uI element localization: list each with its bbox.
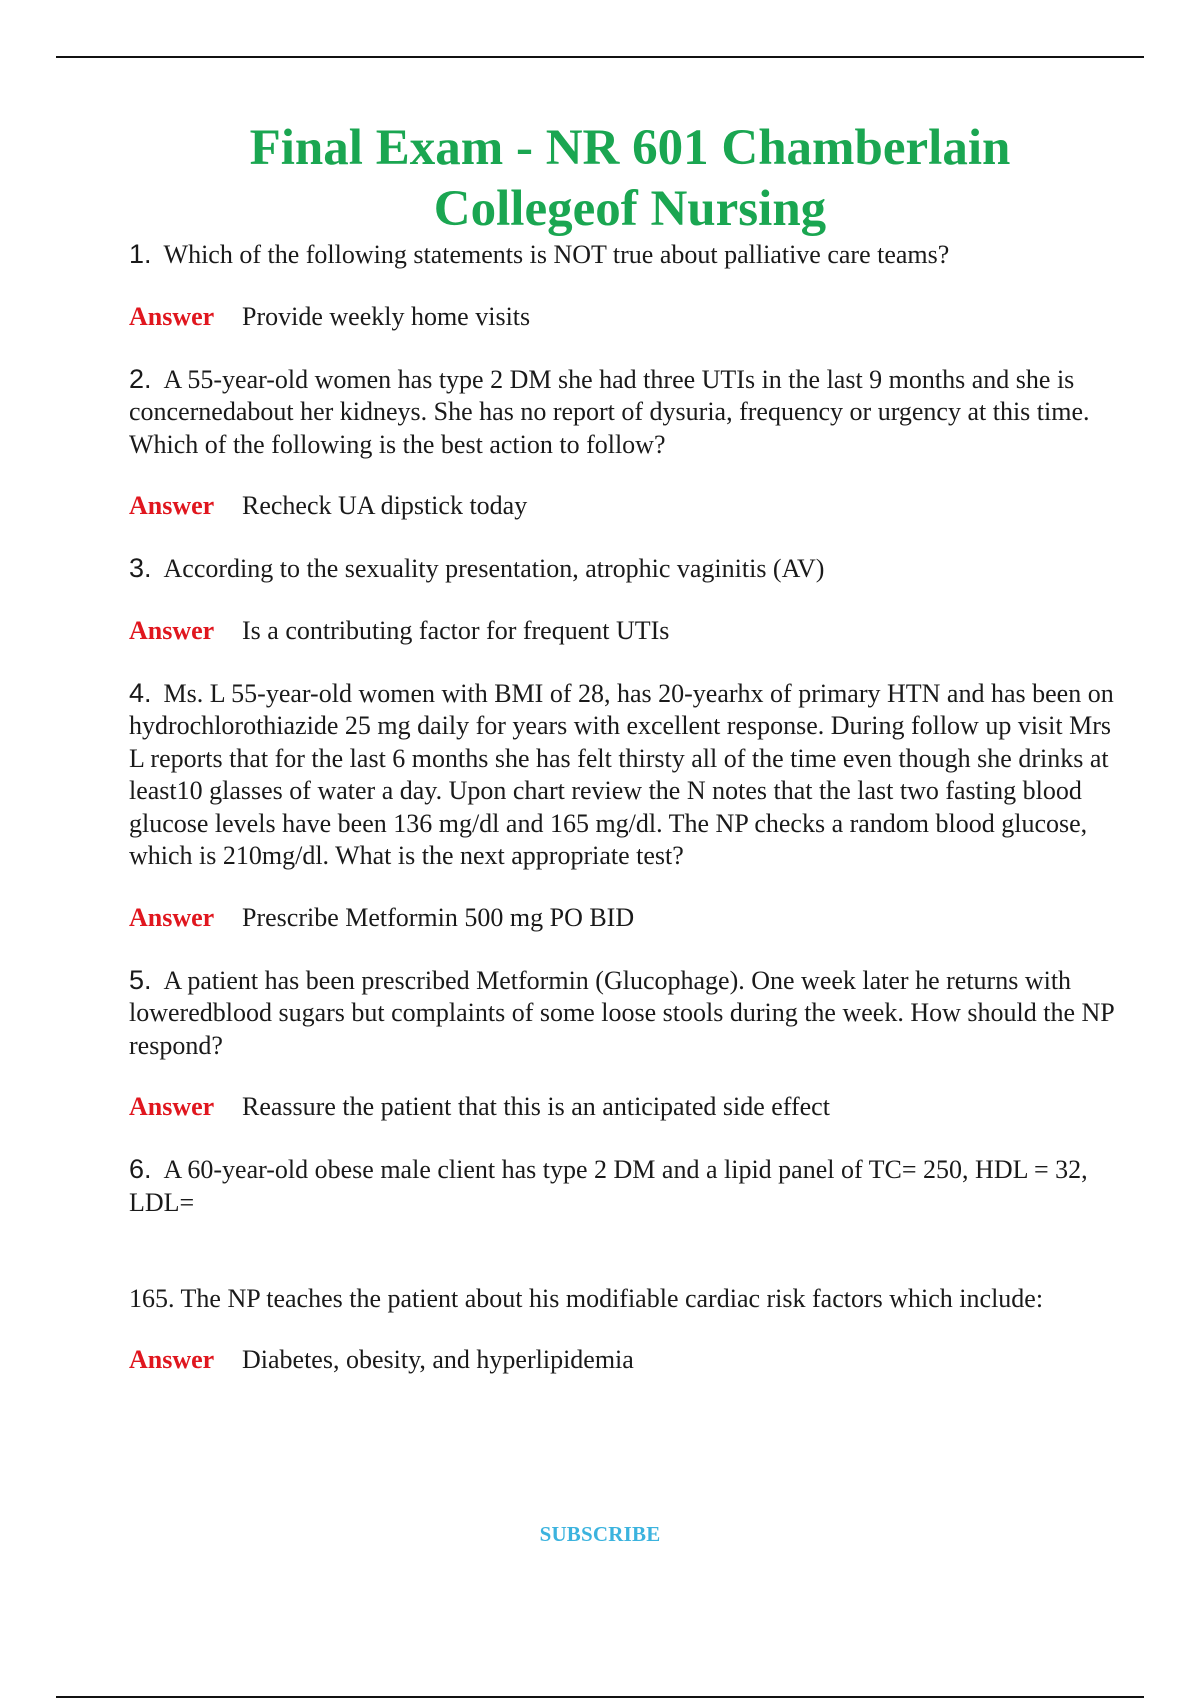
question-text-3: According to the sexuality presentation, atrophic vaginitis (AV) <box>163 554 825 583</box>
question-number-4: 4. <box>129 677 152 708</box>
answer-5 <box>129 1091 1129 1123</box>
answer-label-1: Answer <box>129 301 215 331</box>
answer-text-2: Recheck UA dipstick today <box>242 491 528 520</box>
answer-label-5: Answer <box>129 1092 215 1121</box>
top-rule <box>56 56 1144 58</box>
answer-1 <box>129 301 1129 333</box>
question-4 <box>129 677 1129 873</box>
question-number-5: 5. <box>129 964 152 995</box>
question-number-6: 6. <box>129 1154 152 1184</box>
title-line-1: Final Exam - NR 601 Chamberlain <box>249 120 1011 177</box>
question-text-2: A 55-year-old women has type 2 DM she had three UTIs in the last 9 months and she is concernedabout her kidneys. She has no report of dysuria, frequency or urgency at this time. Which of the following is the best action to follow? <box>129 364 1090 459</box>
question-block-4 <box>129 677 1129 934</box>
question-list <box>129 238 1129 1406</box>
answer-text-3: Is a contributing factor for frequent UTIs <box>242 615 670 645</box>
answer-2 <box>129 490 1129 522</box>
question-number-3: 3. <box>129 553 152 583</box>
answer-4 <box>129 902 1129 934</box>
answer-text-1: Provide weekly home visits <box>242 301 531 331</box>
bottom-rule <box>56 1696 1144 1698</box>
question-3 <box>129 552 1129 586</box>
question-block-1 <box>129 238 1129 333</box>
question-text-4: Ms. L 55-year-old women with BMI of 28, has 20-yearhx of primary HTN and has been on hydrochlorothiazide 25 mg daily for years with excellent response. During follow up visit Mrs L reports that for the last 6 months she has felt thirsty all of the time even though she drinks at least10 glasses of water a day. Upon chart review the N notes that the last two fasting blood glucose levels have been 136 mg/dl and 165 mg/dl. The NP checks a random blood glucose, which is 210mg/dl. What is the next appropriate test? <box>129 678 1114 870</box>
page-title <box>100 118 1160 240</box>
subscribe-link[interactable]: SUBSCRIBE <box>539 1522 661 1546</box>
question-2 <box>129 363 1129 462</box>
answer-text-5: Reassure the patient that this is an anticipated side effect <box>242 1092 830 1121</box>
question-block-3 <box>129 552 1129 647</box>
answer-165 <box>129 1344 1129 1376</box>
question-text-5: A patient has been prescribed Metformin (Glucophage). One week later he returns with loweredblood sugars but complaints of some loose stools during the week. How should the NP respond? <box>129 965 1114 1060</box>
question-5 <box>129 964 1129 1063</box>
question-text-6: A 60-year-old obese male client has type 2 DM and a lipid panel of TC= 250, HDL = 32, LDL= <box>129 1155 1088 1217</box>
question-number-2: 2. <box>129 363 152 394</box>
answer-label-4: Answer <box>129 902 215 932</box>
question-block-5 <box>129 964 1129 1124</box>
answer-label-165: Answer <box>129 1345 215 1374</box>
answer-label-3: Answer <box>129 615 215 645</box>
question-1 <box>129 238 1129 272</box>
question-block-165 <box>129 1283 1129 1376</box>
answer-text-4: Prescribe Metformin 500 mg PO BID <box>242 902 635 932</box>
question-6 <box>129 1153 1129 1219</box>
question-block-2 <box>129 363 1129 523</box>
question-block-6 <box>129 1153 1129 1219</box>
answer-text-165: Diabetes, obesity, and hyperlipidemia <box>242 1345 634 1374</box>
answer-3 <box>129 615 1129 647</box>
question-number-1: 1. <box>129 239 152 269</box>
question-text-1: Which of the following statements is NOT true about palliative care teams? <box>163 240 950 269</box>
answer-label-2: Answer <box>129 491 215 520</box>
question-165: 165. The NP teaches the patient about his modifiable cardiac risk factors which include: <box>129 1284 1044 1313</box>
title-line-2: Collegeof Nursing <box>433 181 827 238</box>
